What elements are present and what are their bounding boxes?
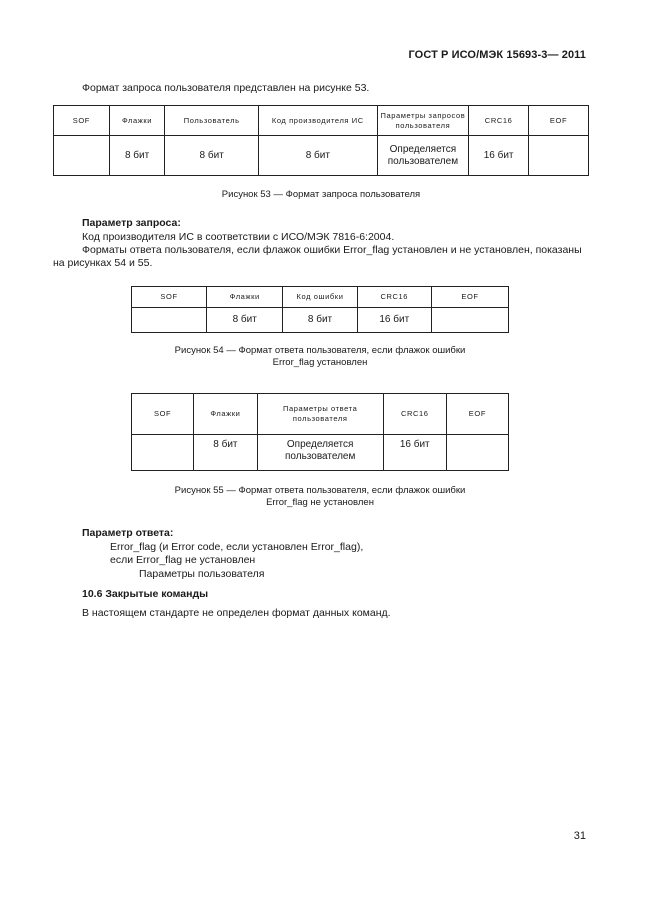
header-error-code: Код ошибки: [283, 287, 357, 308]
response-param-line1: Error_flag (и Error code, если установлен Error_flag),: [110, 541, 364, 553]
cell-ic-code: 8 бит: [258, 136, 377, 176]
figure-54-caption-line1: Рисунок 54 — Формат ответа пользователя, если флажок ошибки: [174, 345, 466, 356]
header-flags: Флажки: [109, 106, 165, 136]
figure-54-caption-line2: Error_flag установлен: [272, 357, 368, 368]
header-sof: SOF: [132, 287, 207, 308]
cell-eof: [529, 136, 589, 176]
figure-55-table: [131, 393, 509, 471]
response-formats-text: Форматы ответа пользователя, если флажок ошибки Error_flag установлен и не установлен, показаны: [82, 244, 582, 256]
header-sof: SOF: [132, 394, 194, 435]
figure-54-caption: [131, 345, 509, 369]
request-param-text: Код производителя ИС в соответствии с ИСО/МЭК 7816-6:2004.: [82, 231, 395, 243]
cell-crc16: 16 бит: [357, 308, 431, 333]
cell-sof: [132, 308, 207, 333]
cell-error-code: 8 бит: [283, 308, 357, 333]
header-crc16: CRC16: [469, 106, 529, 136]
response-param-heading: Параметр ответа:: [82, 527, 174, 539]
header-sof: SOF: [54, 106, 110, 136]
cell-eof: [446, 435, 508, 471]
cell-response-params: Определяется пользователем: [257, 435, 383, 471]
section-text: В настоящем стандарте не определен формат данных команд.: [82, 607, 391, 619]
header-request-params: Параметры запросов пользователя: [377, 106, 468, 136]
header-ic-code: Код производителя ИС: [258, 106, 377, 136]
header-crc16: CRC16: [383, 394, 446, 435]
request-param-heading: Параметр запроса:: [82, 217, 181, 229]
section-heading: 10.6 Закрытые команды: [82, 588, 209, 600]
cell-crc16: 16 бит: [383, 435, 446, 471]
header-eof: EOF: [529, 106, 589, 136]
cell-flags: 8 бит: [194, 435, 257, 471]
response-param-line3: Параметры пользователя: [139, 568, 265, 580]
cell-sof: [54, 136, 110, 176]
page-number: 31: [573, 830, 586, 842]
figure-53-caption: Рисунок 53 — Формат запроса пользователя: [221, 189, 421, 200]
cell-user: 8 бит: [165, 136, 259, 176]
header-user: Пользователь: [165, 106, 259, 136]
cell-flags: 8 бит: [109, 136, 165, 176]
figure-55-caption-line1: Рисунок 55 — Формат ответа пользователя, если флажок ошибки: [174, 485, 466, 496]
cell-flags: 8 бит: [207, 308, 283, 333]
intro-paragraph: Формат запроса пользователя представлен на рисунке 53.: [82, 82, 370, 94]
cell-sof: [132, 435, 194, 471]
cell-eof: [431, 308, 508, 333]
cell-crc16: 16 бит: [469, 136, 529, 176]
header-eof: EOF: [446, 394, 508, 435]
header-crc16: CRC16: [357, 287, 431, 308]
figure-55-caption: [131, 485, 509, 509]
figure-55-caption-line2: Error_flag не установлен: [266, 497, 374, 508]
response-formats-text-cont: на рисунках 54 и 55.: [53, 257, 153, 269]
header-flags: Флажки: [207, 287, 283, 308]
header-eof: EOF: [431, 287, 508, 308]
figure-54-table: [131, 286, 509, 333]
document-header: ГОСТ Р ИСО/МЭК 15693-3— 2011: [408, 49, 586, 61]
cell-request-params: Определяется пользователем: [377, 136, 468, 176]
response-param-line2: если Error_flag не установлен: [110, 554, 256, 566]
header-flags: Флажки: [194, 394, 257, 435]
figure-53-table: [53, 105, 589, 176]
header-response-params: Параметры ответа пользователя: [257, 394, 383, 435]
